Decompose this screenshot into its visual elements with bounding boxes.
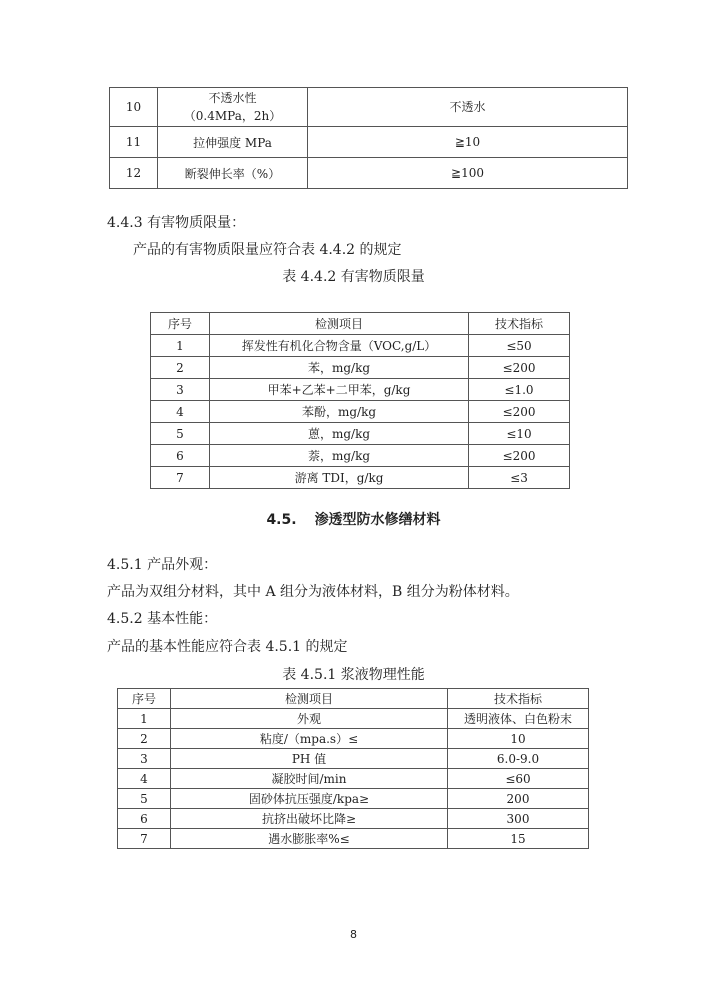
table-row <box>110 88 628 127</box>
page-number: 8 <box>350 928 357 941</box>
table-4-5-1 <box>117 688 589 849</box>
cell: 1 <box>151 335 210 357</box>
cell: 6 <box>118 809 171 829</box>
cell: 凝胶时间/min <box>171 769 448 789</box>
section-4-5-2-text: 产品的基本性能应符合表 4.5.1 的规定 <box>107 639 348 655</box>
table-row <box>118 769 589 789</box>
cell: 苯酚，mg/kg <box>210 401 469 423</box>
col-header-item: 检测项目 <box>171 689 448 709</box>
cell: 游离 TDI，g/kg <box>210 467 469 489</box>
cell: ≤1.0 <box>469 379 570 401</box>
row-item-line1: 不透水性 <box>208 91 257 105</box>
cell: 10 <box>448 729 589 749</box>
table-row <box>118 749 589 769</box>
section-4-5-1-heading: 4.5.1 产品外观： <box>107 557 218 573</box>
cell: ≤10 <box>469 423 570 445</box>
cell: 遇水膨胀率%≤ <box>171 829 448 849</box>
cell: 15 <box>448 829 589 849</box>
row-value: ≧100 <box>308 158 628 189</box>
row-item: 拉伸强度 MPa <box>158 127 308 158</box>
row-item: 断裂伸长率（%） <box>158 158 308 189</box>
cell: ≤50 <box>469 335 570 357</box>
table-row <box>151 357 570 379</box>
cell: 萘，mg/kg <box>210 445 469 467</box>
row-number: 11 <box>110 127 158 158</box>
table-header-row <box>151 313 570 335</box>
row-value: ≧10 <box>308 127 628 158</box>
cell: 2 <box>151 357 210 379</box>
cell: 3 <box>151 379 210 401</box>
cell: 6.0-9.0 <box>448 749 589 769</box>
table-row <box>118 789 589 809</box>
section-4-5-number: 4.5. <box>266 512 297 528</box>
cell: 外观 <box>171 709 448 729</box>
table-row <box>118 709 589 729</box>
col-header-spec: 技术指标 <box>469 313 570 335</box>
cell: 5 <box>151 423 210 445</box>
cell: 抗挤出破坏比降≥ <box>171 809 448 829</box>
table-row <box>118 729 589 749</box>
table-row <box>118 809 589 829</box>
cell: ≤200 <box>469 445 570 467</box>
table-row <box>110 158 628 189</box>
cell: 200 <box>448 789 589 809</box>
cell: 固砂体抗压强度/kpa≥ <box>171 789 448 809</box>
table-4-5-1-caption: 表 4.5.1 浆液物理性能 <box>282 667 425 683</box>
row-value: 不透水 <box>308 88 628 127</box>
cell: 7 <box>118 829 171 849</box>
section-4-5-heading <box>0 509 707 529</box>
cell: 5 <box>118 789 171 809</box>
cell: 3 <box>118 749 171 769</box>
section-4-5-1-text: 产品为双组分材料，其中 A 组分为液体材料，B 组分为粉体材料。 <box>107 584 519 600</box>
section-4-5-title: 渗透型防水修缮材料 <box>314 512 441 528</box>
cell: 7 <box>151 467 210 489</box>
section-4-4-3-heading: 4.4.3 有害物质限量： <box>107 215 246 231</box>
table-header-row <box>118 689 589 709</box>
col-header-number: 序号 <box>118 689 171 709</box>
table-prev-continuation <box>109 87 628 189</box>
cell: 粘度/（mpa.s）≤ <box>171 729 448 749</box>
cell: ≤3 <box>469 467 570 489</box>
cell: 2 <box>118 729 171 749</box>
cell: 6 <box>151 445 210 467</box>
cell: 1 <box>118 709 171 729</box>
table-4-4-2 <box>150 312 570 489</box>
col-header-item: 检测项目 <box>210 313 469 335</box>
cell: 透明液体、白色粉末 <box>448 709 589 729</box>
cell: 蒽，mg/kg <box>210 423 469 445</box>
table-row <box>151 423 570 445</box>
col-header-number: 序号 <box>151 313 210 335</box>
table-4-4-2-caption: 表 4.4.2 有害物质限量 <box>282 269 425 285</box>
row-item <box>158 88 308 127</box>
cell: 挥发性有机化合物含量（VOC,g/L） <box>210 335 469 357</box>
table-row <box>110 127 628 158</box>
row-number: 10 <box>110 88 158 127</box>
cell: ≤60 <box>448 769 589 789</box>
table-row <box>151 335 570 357</box>
section-4-5-2-heading: 4.5.2 基本性能： <box>107 611 218 627</box>
cell: ≤200 <box>469 357 570 379</box>
section-4-4-3-text: 产品的有害物质限量应符合表 4.4.2 的规定 <box>133 242 402 258</box>
table-row <box>151 379 570 401</box>
table-row <box>151 445 570 467</box>
cell: 4 <box>118 769 171 789</box>
cell: ≤200 <box>469 401 570 423</box>
cell: PH 值 <box>171 749 448 769</box>
row-number: 12 <box>110 158 158 189</box>
col-header-spec: 技术指标 <box>448 689 589 709</box>
row-item-line2: （0.4MPa，2h） <box>183 109 282 123</box>
cell: 甲苯+乙苯+二甲苯，g/kg <box>210 379 469 401</box>
cell: 4 <box>151 401 210 423</box>
table-row <box>118 829 589 849</box>
table-row <box>151 467 570 489</box>
cell: 苯，mg/kg <box>210 357 469 379</box>
cell: 300 <box>448 809 589 829</box>
table-row <box>151 401 570 423</box>
